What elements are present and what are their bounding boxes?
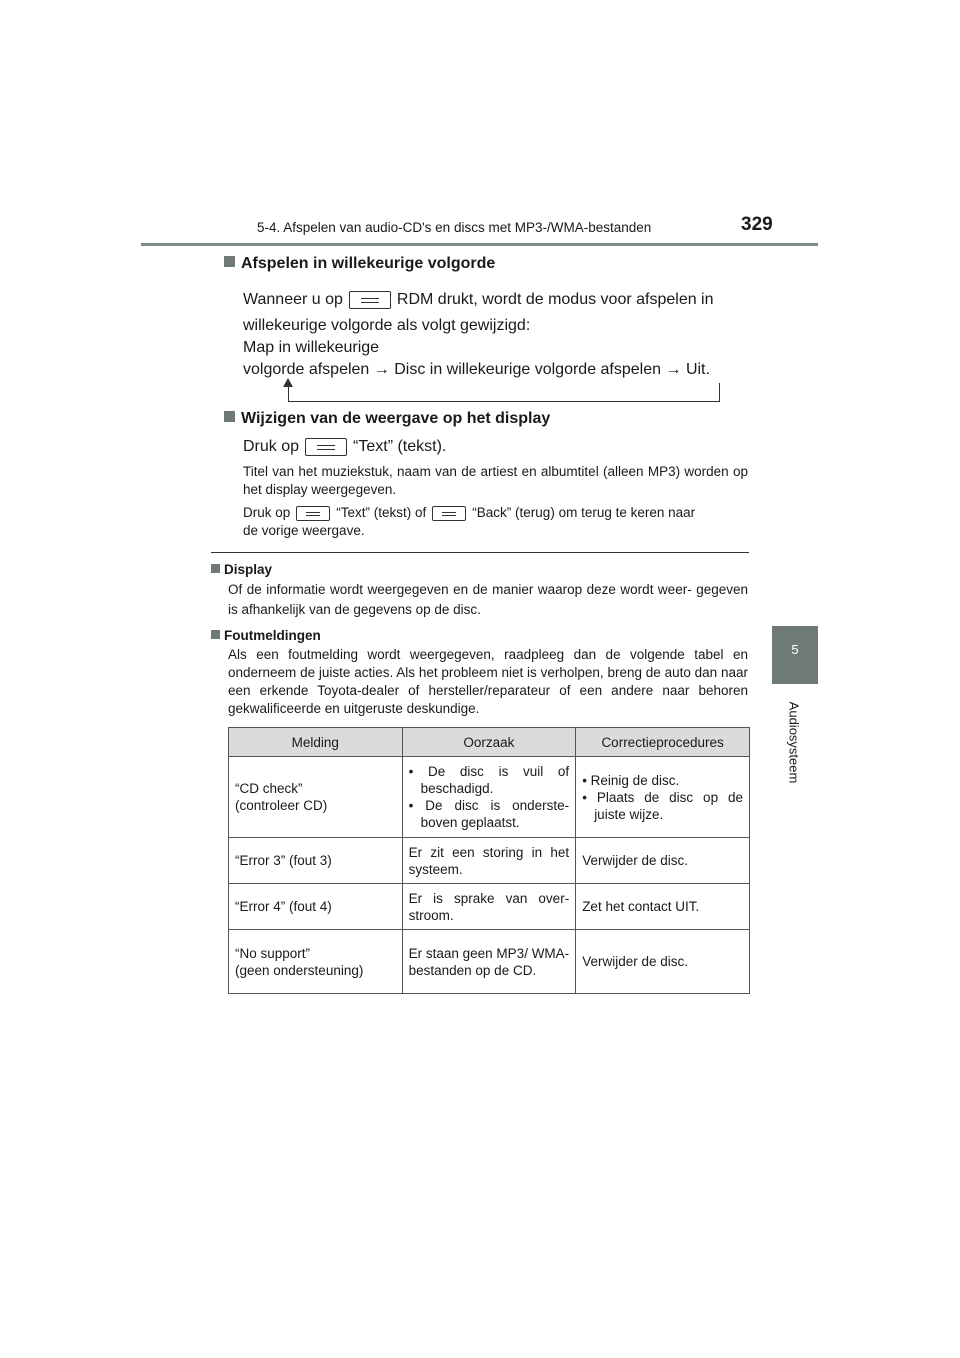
column-header-correctie: Correctieprocedures: [576, 728, 750, 757]
table-row: [229, 838, 750, 884]
random-heading: Afspelen in willekeurige volgorde: [224, 255, 495, 273]
loop-line: [719, 383, 720, 402]
errors-note-text: Als een foutmelding wordt weergegeven, raadpleeg dan de volgende tabel en onderneem de juiste acties. Als het probleem niet is verholpen, breng de auto dan naar een erkende Toyota-dealer of hersteller/reparateur of een andere naar behoren gekwalificeerde en uitgeruste deskundige.: [228, 647, 748, 716]
square-bullet-icon: [224, 411, 235, 422]
page-number: 329: [741, 214, 773, 235]
loop-line: [288, 401, 720, 402]
arrow-right-icon: →: [665, 361, 682, 378]
square-bullet-icon: [224, 256, 235, 267]
display-change-instruction: Druk op “Text” (tekst).: [243, 438, 447, 455]
melding-cell: “Error 4” (fout 4): [229, 884, 403, 930]
back-button-icon: [432, 506, 466, 521]
display-note-heading: Display: [211, 561, 272, 579]
display-change-back: Druk op “Text” (tekst) of “Back” (terug) om terug te keren naar de vorige weergave.: [243, 505, 696, 538]
correctie-cell: • Reinig de disc. • Plaats de disc op de juiste wijze.: [576, 757, 750, 838]
column-header-melding: Melding: [229, 728, 403, 757]
arrow-right-icon: →: [373, 361, 390, 378]
random-body: [243, 288, 748, 381]
header-rule: [141, 243, 818, 246]
chapter-number: 5: [791, 642, 799, 657]
random-line-2: willekeurige volgorde als volgt gewijzigd:: [243, 317, 531, 334]
display-change-heading: Wijzigen van de weergave op het display: [224, 410, 550, 428]
oorzaak-cell: • De disc is vuil of beschadigd. • De disc is onderste- boven geplaatst.: [402, 757, 576, 838]
table-row: [229, 757, 750, 838]
loop-line: [288, 385, 289, 402]
chapter-label: Audiosysteem: [786, 701, 802, 784]
table-row: [229, 884, 750, 930]
oorzaak-cell: Er is sprake van over- stroom.: [402, 884, 576, 930]
random-line-1: Wanneer u op RDM drukt, wordt de modus voor afspelen in: [243, 291, 714, 308]
melding-cell: “Error 3” (fout 3): [229, 838, 403, 884]
error-message-table: [228, 727, 750, 994]
correctie-cell: Zet het contact UIT.: [576, 884, 750, 930]
melding-cell: “No support” (geen ondersteuning): [229, 930, 403, 994]
running-header-title: 5-4. Afspelen van audio-CD's en discs met MP3-/WMA-bestanden: [257, 220, 652, 235]
oorzaak-cell: Er staan geen MP3/ WMA-bestanden op de CD.: [402, 930, 576, 994]
square-bullet-icon: [211, 564, 220, 573]
rdm-button-icon: [349, 291, 391, 309]
table-row: [229, 930, 750, 994]
text-button-icon: [305, 438, 347, 456]
oorzaak-cell: Er zit een storing in het systeem.: [402, 838, 576, 884]
text-button-icon: [296, 506, 330, 521]
correctie-cell: Verwijder de disc.: [576, 838, 750, 884]
random-line-3: Map in willekeurige: [243, 339, 380, 356]
random-sequence: volgorde afspelen → Disc in willekeurige volgorde afspelen → Uit.: [243, 361, 710, 378]
section-divider: [211, 552, 749, 553]
melding-cell: “CD check” (controleer CD): [229, 757, 403, 838]
table-header-row: [229, 728, 750, 757]
correctie-cell: Verwijder de disc.: [576, 930, 750, 994]
display-note-text: Of de informatie wordt weergegeven en de manier waarop deze wordt weer- gegeven is afhankelijk van de gegevens op de disc.: [228, 582, 748, 617]
display-change-description: Titel van het muziekstuk, naam van de artiest en albumtitel (alleen MP3) worden op het display weergegeven.: [243, 464, 748, 497]
square-bullet-icon: [211, 630, 220, 639]
errors-note-heading: Foutmeldingen: [211, 627, 321, 645]
column-header-oorzaak: Oorzaak: [402, 728, 576, 757]
